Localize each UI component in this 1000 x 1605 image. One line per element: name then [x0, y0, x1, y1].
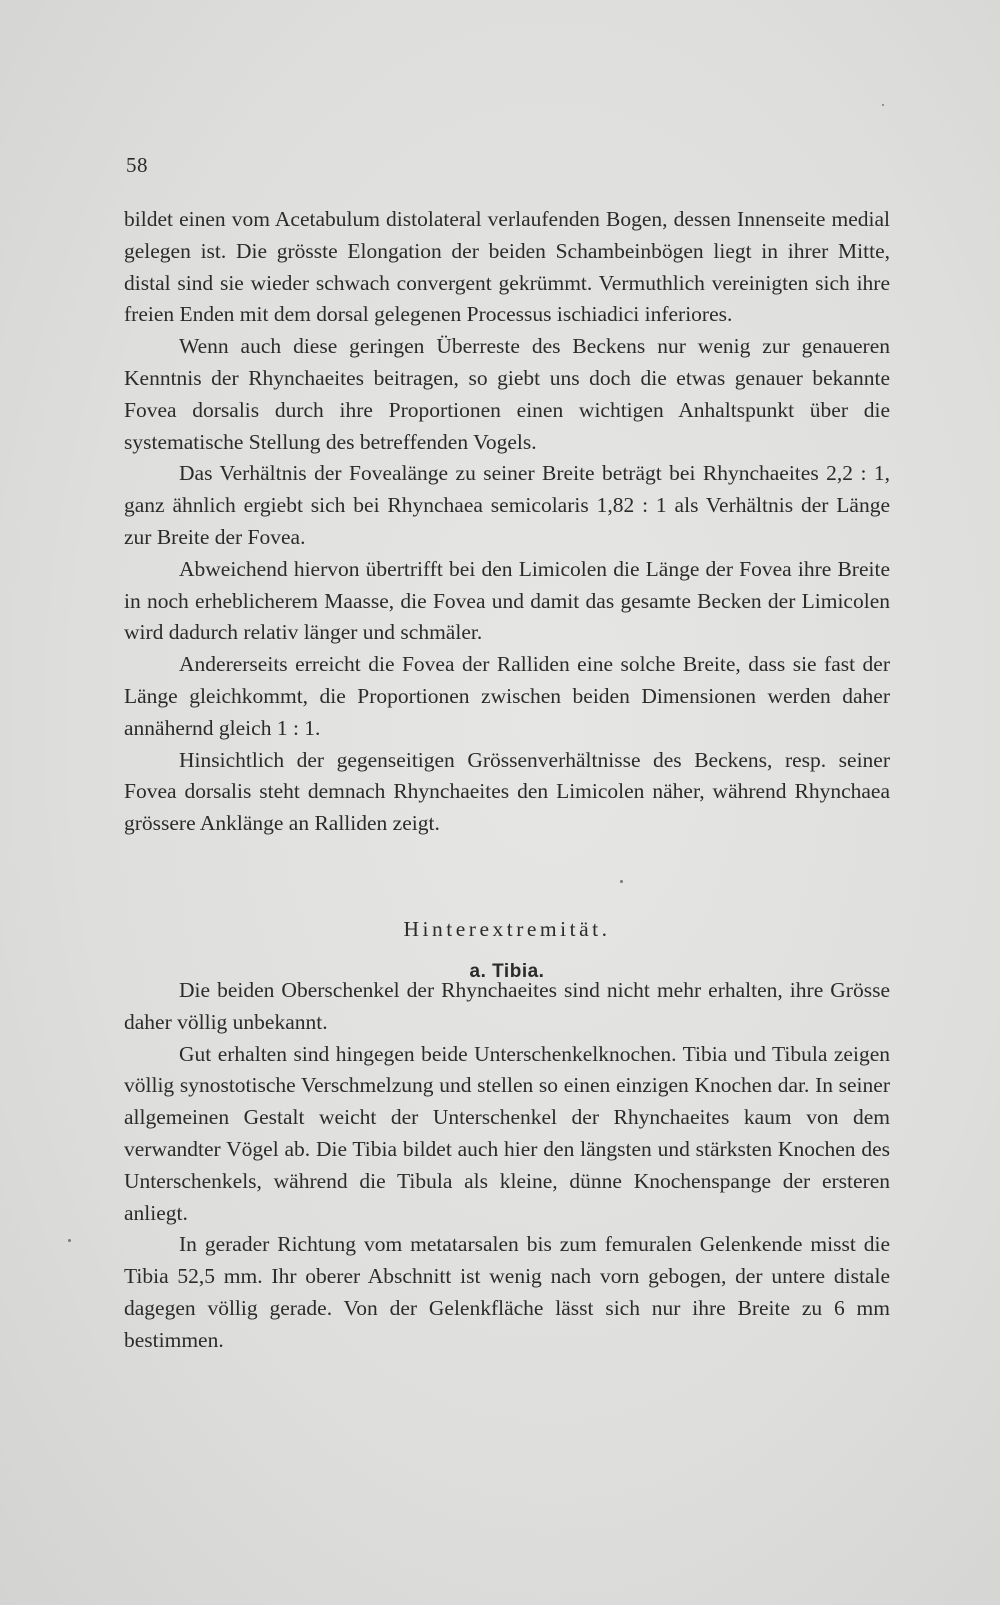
print-speck [68, 1239, 71, 1242]
paragraph: Die beiden Oberschenkel der Rhynchaeites sind nicht mehr erhalten, ihre Grösse daher völlig unbekannt. [124, 978, 890, 1034]
paragraph: Abweichend hiervon übertrifft bei den Limicolen die Länge der Fovea ihre Breite in noch erheblicherem Maasse, die Fovea und damit das gesamte Becken der Limicolen wird dadurch relativ länger und schmäler. [124, 556, 890, 645]
paragraph: Gut erhalten sind hingegen beide Unterschenkelknochen. Tibia und Tibula zeigen völlig synostotische Verschmelzung und stellen so einen einzigen Knochen dar. In seiner allgemeinen Gestalt weicht der Unterschenkel der Rhynchaeites kaum von dem verwandter Vögel ab. Die Tibia bildet auch hier den längsten und stärksten Knochen des Unterschenkels, während die Tibula als kleine, dünne Knochenspange der ersteren anliegt. [124, 1041, 890, 1225]
paragraph: Wenn auch diese geringen Überreste des Beckens nur wenig zur genaueren Kenntnis der Rhynchaeites beitragen, so giebt uns doch die etwas genauer bekannte Fovea dorsalis durch ihre Proportionen einen wichtigen Anhaltspunkt über die systematische Stellung des betreffenden Vogels. [124, 334, 890, 454]
paragraph: Das Verhältnis der Fovealänge zu seiner Breite beträgt bei Rhynchaeites 2,2 : 1, ganz ähnlich ergiebt sich bei Rhynchaea semicolaris 1,82 : 1 als Verhältnis der Länge zur Breite der Fovea. [124, 461, 890, 549]
print-speck [620, 880, 623, 883]
paragraph: Andererseits erreicht die Fovea der Ralliden eine solche Breite, dass sie fast der Länge gleichkommt, die Proportionen zwischen beiden Dimensionen werden daher annähernd gleich 1 : 1. [124, 652, 890, 740]
section-heading: Hinterextremität. [403, 917, 611, 941]
body-text-bottom [124, 975, 890, 1357]
body-text-top [124, 204, 890, 840]
paragraph: bildet einen vom Acetabulum distolateral verlaufenden Bogen, dessen Innenseite medial gelegen ist. Die grösste Elongation der beiden Schambeinbögen liegt in ihrer Mitte, distal sind sie wieder schwach convergent gekrümmt. Vermuthlich vereinigten sich ihre freien Enden mit dem dorsal gelegenen Processus ischiadici inferiores. [124, 207, 890, 327]
print-speck [882, 104, 884, 106]
subheading: a. Tibia. [469, 961, 545, 982]
paragraph: Hinsichtlich der gegenseitigen Grössenverhältnisse des Beckens, resp. seiner Fovea dorsalis steht demnach Rhynchaeites den Limicolen näher, während Rhynchaea grössere Anklänge an Ralliden zeigt. [124, 747, 890, 836]
paragraph: In gerader Richtung vom metatarsalen bis zum femuralen Gelenkende misst die Tibia 52,5 mm. Ihr oberer Abschnitt ist wenig nach vorn gebogen, der untere distale dagegen völlig gerade. Von der Gelenkfläche lässt sich nur ihre Breite zu 6 mm bestimmen. [124, 1232, 890, 1352]
page-number: 58 [126, 153, 148, 177]
